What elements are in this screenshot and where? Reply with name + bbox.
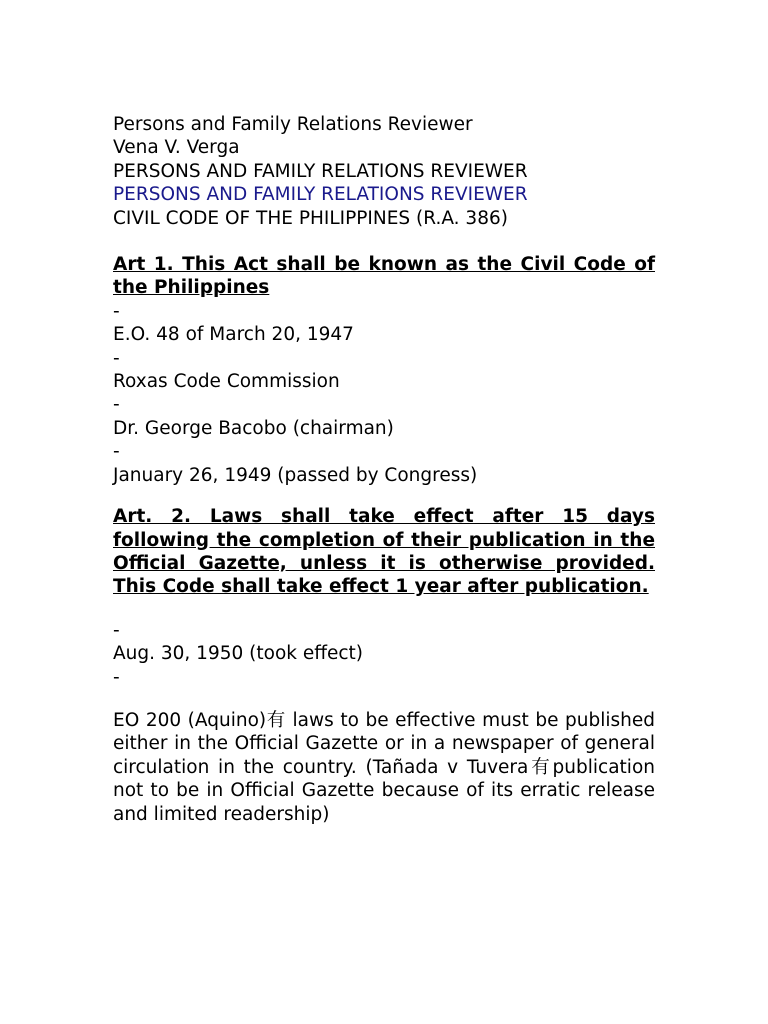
doc-author: Vena V. Verga — [113, 137, 240, 159]
doc-title-caps-blue: PERSONS AND FAMILY RELATIONS REVIEWER — [113, 184, 528, 206]
article-1-dash: - — [113, 394, 120, 416]
article-2-dash: - — [113, 619, 120, 641]
article-2-effect-date: Aug. 30, 1950 (took effect) — [113, 643, 364, 665]
eo-200-paragraph: EO 200 (Aquino)有 laws to be effective must be published either in the Official Gazette or in a newspaper of general circulation in the country. (Tañada v Tuvera有publication not to be in Official Gazette because of its erratic release and limited readership) — [113, 709, 655, 825]
civil-code-line: CIVIL CODE OF THE PHILIPPINES (R.A. 386) — [113, 207, 508, 229]
article-2-dash: - — [113, 666, 120, 688]
article-1-note: Dr. George Bacobo (chairman) — [113, 417, 394, 439]
document-page — [113, 113, 655, 826]
article-2-heading: Art. 2. Laws shall take effect after 15 days following the completion of their publication in the Official Gazette, unless it is otherwise provided. This Code shall take effect 1 year after publication. — [113, 506, 655, 598]
article-1-note: Roxas Code Commission — [113, 371, 340, 393]
doc-title-caps: PERSONS AND FAMILY RELATIONS REVIEWER — [113, 160, 528, 182]
article-1-note: E.O. 48 of March 20, 1947 — [113, 324, 354, 346]
article-1-note: January 26, 1949 (passed by Congress) — [113, 464, 478, 486]
article-1-dash: - — [113, 441, 120, 463]
doc-title: Persons and Family Relations Reviewer — [113, 114, 473, 135]
article-1-dash: - — [113, 300, 120, 322]
article-1-heading: Art 1. This Act shall be known as the Civil Code of the Philippines — [113, 254, 655, 299]
article-1-dash: - — [113, 347, 120, 369]
